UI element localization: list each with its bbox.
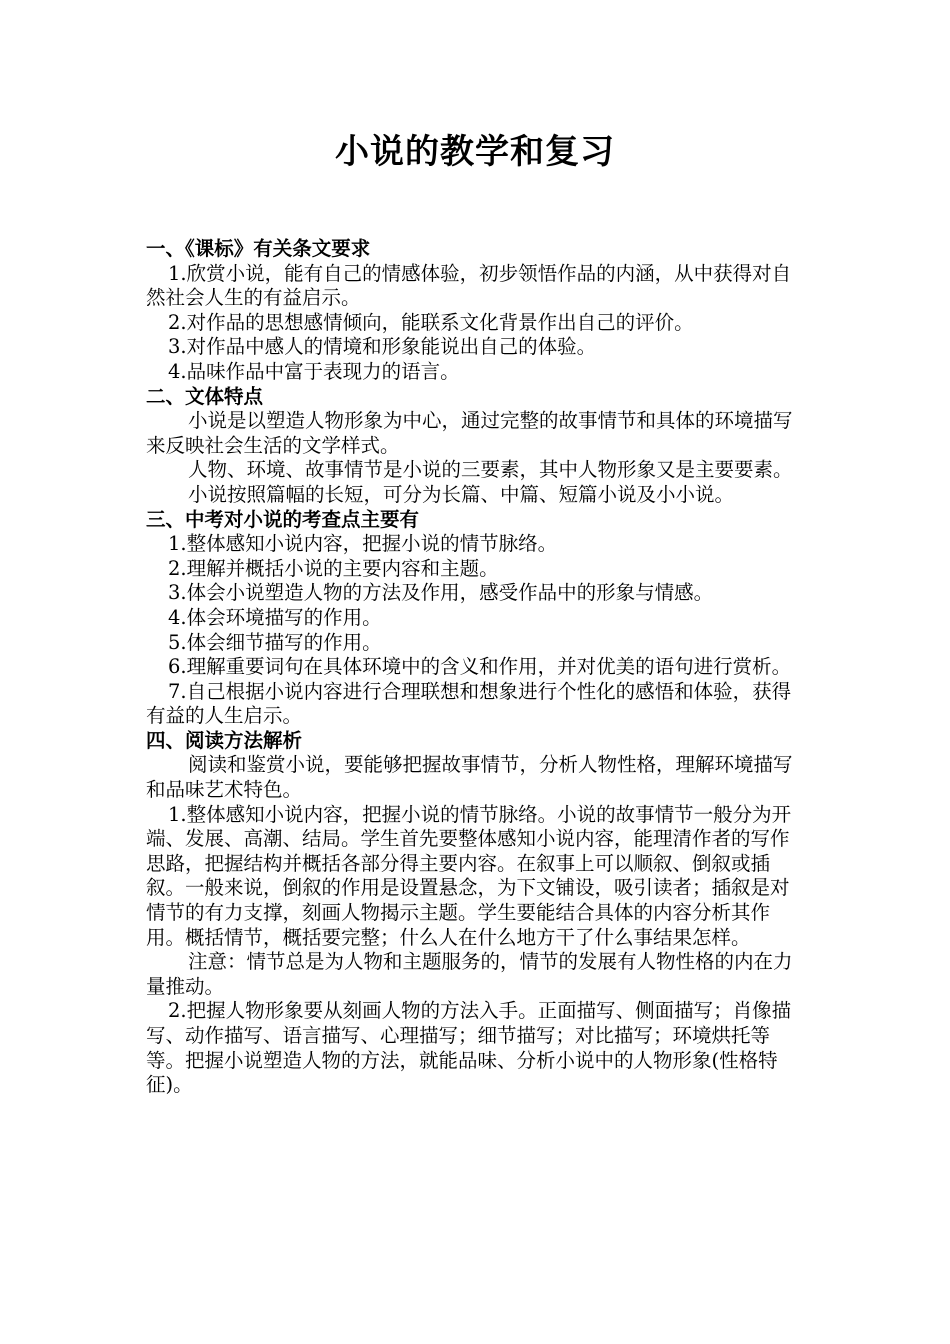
exam-point-2: 2.理解并概括小说的主要内容和主题。 xyxy=(168,556,499,580)
exam-point-4: 4.体会环境描写的作用。 xyxy=(168,605,382,629)
exam-point-6: 6.理解重要词句在具体环境中的含义和作用，并对优美的语句进行赏析。 xyxy=(168,655,792,679)
genre-paragraph-2: 人物、环境、故事情节是小说的三要素，其中人物形象又是主要要素。 xyxy=(188,458,793,482)
reading-method-note: 注意：情节总是为人物和主题服务的，情节的发展有人物性格的内在力量推动。 xyxy=(146,950,793,998)
document-title: 小说的教学和复习 xyxy=(335,132,615,172)
genre-paragraph-3: 小说按照篇幅的长短，可分为长篇、中篇、短篇小说及小小说。 xyxy=(188,482,735,506)
requirement-item-2: 2.对作品的思想感情倾向，能联系文化背景作出自己的评价。 xyxy=(168,310,694,334)
reading-method-2: 2.把握人物形象要从刻画人物的方法入手。正面描写、侧面描写；肖像描写、动作描写、语言描写、心理描写；细节描写；对比描写；环境烘托等等。把握小说塑造人物的方法，就能品味、分析小说中的人物形象(性格特征)。 xyxy=(146,999,792,1097)
reading-method-1: 1.整体感知小说内容，把握小说的情节脉络。小说的故事情节一般分为开端、发展、高潮、结局。学生首先要整体感知小说内容，能理清作者的写作思路，把握结构并概括各部分得主要内容。在叙事上可以顺叙、倒叙或插叙。一般来说，倒叙的作用是设置悬念，为下文铺设，吸引读者；插叙是对情节的有力支撑，刻画人物揭示主题。学生要能结合具体的内容分析其作用。概括情节，概括要完整；什么人在什么地方干了什么事结果怎样。 xyxy=(146,802,792,949)
requirement-item-1: 1.欣赏小说，能有自己的情感体验，初步领悟作品的内涵，从中获得对自然社会人生的有益启示。 xyxy=(146,261,792,310)
genre-paragraph-1: 小说是以塑造人物形象为中心，通过完整的故事情节和具体的环境描写来反映社会生活的文学样式。 xyxy=(146,409,793,457)
exam-point-3: 3.体会小说塑造人物的方法及作用，感受作品中的形象与情感。 xyxy=(168,581,714,605)
reading-method-intro: 阅读和鉴赏小说，要能够把握故事情节，分析人物性格，理解环境描写和品味艺术特色。 xyxy=(146,753,793,802)
exam-point-5: 5.体会细节描写的作用。 xyxy=(168,630,382,654)
section-heading-reading-methods: 四、阅读方法解析 xyxy=(146,728,303,752)
section-heading-exam-points: 三、中考对小说的考查点主要有 xyxy=(146,507,420,531)
exam-point-1: 1.整体感知小说内容，把握小说的情节脉络。 xyxy=(168,532,558,556)
exam-point-7: 7.自己根据小说内容进行合理联想和想象进行个性化的感悟和体验，获得有益的人生启示。 xyxy=(146,679,792,728)
requirement-item-3: 3.对作品中感人的情境和形象能说出自己的体验。 xyxy=(168,335,597,359)
requirement-item-4: 4.品味作品中富于表现力的语言。 xyxy=(168,359,460,383)
document-body xyxy=(146,237,796,1098)
section-heading-requirements: 一、《课标》有关条文要求 xyxy=(146,237,371,260)
section-heading-genre-features: 二、文体特点 xyxy=(146,384,264,408)
